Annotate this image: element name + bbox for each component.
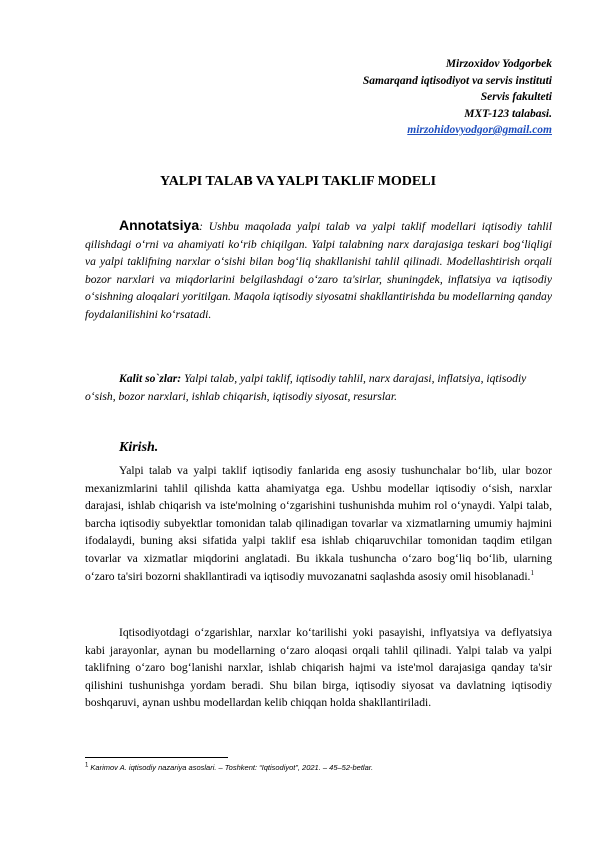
keywords-paragraph — [85, 370, 552, 405]
keywords-label: Kalit so`zlar: — [119, 372, 182, 385]
author-faculty: Servis fakulteti — [480, 91, 552, 103]
footnote-divider — [85, 757, 228, 758]
author-group: MXT-123 talabasi. — [464, 107, 552, 120]
footnote — [85, 763, 373, 772]
abstract-paragraph — [85, 217, 552, 324]
footnote-number: 1 — [85, 762, 89, 769]
author-block — [363, 56, 552, 139]
intro-heading: Kirish. — [119, 440, 159, 455]
author-name: Mirzoxidov Yodgorbek — [445, 58, 552, 70]
intro-paragraph-1 — [85, 462, 552, 585]
keywords-text: Yalpi talab, yalpi taklif, iqtisodiy tahlil, narx darajasi, inflatsiya, iqtisodiy o‘sish, bozor narxlari, ishlab chiqarish, iqtisodiy siyosat, resurslar. — [85, 372, 527, 403]
paper-title: YALPI TALAB VA YALPI TAKLIF MODELI — [159, 174, 437, 189]
author-institute: Samarqand iqtisodiyot va servis instituti — [362, 74, 552, 87]
footnote-reference[interactable]: 1 — [530, 568, 534, 577]
footnote-text: Karimov A. iqtisodiy nazariya asoslari. – Toshkent: “Iqtisodiyot”, 2021. – 45–52-betlar. — [88, 763, 374, 772]
intro-paragraph-1-text: Yalpi talab va yalpi taklif iqtisodiy fanlarida eng asosiy tushunchalar bo‘lib, ular bozor mexanizmlarini tahlil qilishda katta ahamiyatga ega. Ushbu modellar iqtisodiy o‘sish, narxlar darajasi, ishlab chiqarish va iste'molning o‘zgarishini tushunishda muhim rol o‘ynaydi. Yalpi talab, barcha iqtisodiy subyektlar tomonidan talab qilinadigan tovarlar va xizmatlarning umumiy hajmini ifodalaydi, buning aksi sifatida yalpi taklif esa ishlab chiqaruvchilar tomonidan taqdim etilgan tovarlar va xizmatlar miqdorini anglatadi. Bu ikkala tushuncha o‘zaro bog‘liq bo‘lib, ularning o‘zaro ta'siri bozorni shakllantiradi va iqtisodiy muvozanatni saqlashda asosiy omil hisoblanadi. — [85, 464, 552, 583]
abstract-label: Annotatsiya — [119, 217, 200, 233]
intro-paragraph-2: Iqtisodiyotdagi o‘zgarishlar, narxlar ko‘tarilishi yoki pasayishi, inflyatsiya va deflyatsiya kabi jarayonlar, aynan bu modellarning o‘zaro aloqasi orqali tahlil qilinadi. Yalpi talab va yalpi taklifning o‘zaro bog‘lanishi narxlar, ishlab chiqarish hajmi va iste'mol darajasiga qanday ta'sir qilishini tushunishga yordam beradi. Shu bilan birga, iqtisodiy siyosat va davlatning iqtisodiy boshqaruvi, aynan ushbu modellardan kelib chiqqan holda shakllantiriladi. — [85, 626, 552, 710]
author-email-link[interactable]: mirzohidovyodgor@gmail.com — [407, 124, 552, 136]
abstract-text: : Ushbu maqolada yalpi talab va yalpi taklif modellari iqtisodiy tahlil qilishdagi o‘rni va ahamiyati ko‘rib chiqilgan. Yalpi talabning narx darajasiga teskari bog‘liqligi va yalpi taklifning narxlar o‘sishi bilan bog‘liq shakllanishi tahlil qilinadi. Modellashtirish orqali bozor narxlari va miqdorlarini belgilashdagi o‘zaro ta'sirlar, shuningdek, inflatsiya va iqtisodiy o‘sishning aloqalari yoritilgan. Maqola iqtisodiy siyosatni shakllantirishda bu modellarning qanday foydalanilishini ko‘rsatadi. — [85, 220, 552, 321]
